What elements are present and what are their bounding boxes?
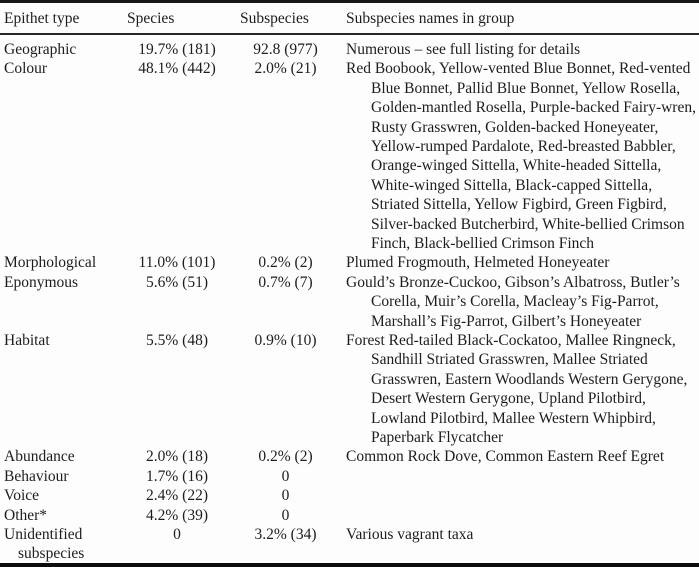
cell-subspecies-value: 3.2% (34) (254, 526, 317, 544)
table-row (0, 506, 699, 525)
cell-species-value: 2.4% (22) (146, 487, 208, 505)
cell-subspecies-value: 0.2% (2) (258, 448, 313, 466)
column-header-species: Species (127, 9, 175, 27)
column-header-subspecies-names: Subspecies names in group (346, 9, 515, 27)
table-row (0, 273, 699, 331)
cell-species-value: 1.7% (16) (146, 467, 208, 485)
column-header-epithet-type: Epithet type (4, 9, 80, 27)
cell-epithet-type: Abundance (4, 448, 75, 466)
cell-epithet-type: Habitat (4, 332, 50, 349)
cell-epithet-type: Colour (4, 60, 48, 78)
table-body (0, 35, 699, 564)
cell-subspecies-value: 0.2% (2) (258, 254, 313, 272)
cell-subspecies-names: Gould’s Bronze-Cuckoo, Gibson’s Albatross, Butler’s Corella, Muir’s Corella, Macleay’s Fig-Parrot, Marshall’s Fig-Parrot, Gilbert’s Honeyeater (346, 273, 680, 330)
cell-subspecies-value: 0 (281, 506, 290, 524)
cell-epithet-type: Geographic (4, 40, 77, 58)
cell-subspecies-value: 0 (281, 487, 290, 505)
table-header-row (0, 3, 699, 33)
cell-species-value: 0 (173, 526, 181, 544)
cell-epithet-type: Morphological (4, 254, 97, 272)
cell-species-value: 5.6% (51) (146, 273, 208, 291)
cell-subspecies-names: Forest Red-tailed Black-Cockatoo, Mallee Ringneck, Sandhill Striated Grasswren, Mallee Striated Grasswren, Eastern Woodlands Western Gerygone, Desert Western Gerygone, Upland Pilotbird, Lowland Pilotbird, Mallee Western Whipbird, Paperbark Flycatcher (346, 332, 688, 447)
cell-epithet-type: Behaviour (4, 467, 69, 485)
cell-epithet-type: Voice (4, 487, 40, 505)
table-row (0, 253, 699, 272)
table-row (0, 486, 699, 505)
cell-epithet-type: Unidentified subspecies (4, 526, 85, 563)
table-row (0, 525, 699, 564)
cell-subspecies-value: 0.7% (7) (258, 273, 313, 291)
column-header-subspecies: Subspecies (240, 9, 309, 27)
table-row (0, 331, 699, 447)
cell-subspecies-value: 92.8 (977) (253, 40, 318, 58)
table-row (0, 467, 699, 486)
cell-species-value: 19.7% (181) (138, 40, 216, 58)
cell-species-value: 48.1% (442) (138, 60, 216, 78)
cell-species-value: 11.0% (101) (138, 254, 216, 272)
cell-subspecies-names: Common Rock Dove, Common Eastern Reef Egret (346, 448, 665, 466)
cell-epithet-type: Eponymous (4, 273, 79, 291)
cell-species-value: 2.0% (18) (146, 448, 208, 466)
cell-subspecies-value: 0 (281, 467, 290, 485)
cell-subspecies-value: 2.0% (21) (254, 60, 317, 78)
cell-species-value: 5.5% (48) (146, 332, 208, 349)
table-bottom-rule (0, 563, 699, 567)
table-row (0, 59, 699, 253)
cell-species-value: 4.2% (39) (146, 506, 208, 524)
cell-subspecies-names: Red Boobook, Yellow-vented Blue Bonnet, Red-vented Blue Bonnet, Pallid Blue Bonnet, Yellow Rosella, Golden-mantled Rosella, Purple-backed Fairy-wren, Rusty Grasswren, Golden-backed Honeyeater, Yellow-rumped Pardalote, Red-breasted Babbler, Orange-winged Sittella, White-headed Sittella, White-winged Sittella, Black-capped Sittella, Striated Sittella, Yellow Figbird, Green Figbird, Silver-backed Butcherbird, White-bellied Crimson Finch, Black-bellied Crimson Finch (346, 60, 696, 252)
cell-subspecies-value: 0.9% (10) (254, 332, 317, 349)
cell-subspecies-names: Numerous – see full listing for details (346, 40, 581, 58)
cell-subspecies-names: Plumed Frogmouth, Helmeted Honeyeater (346, 254, 610, 272)
table-row (0, 40, 699, 59)
cell-subspecies-names: Various vagrant taxa (346, 526, 474, 544)
cell-epithet-type: Other* (4, 506, 48, 524)
table-row (0, 447, 699, 466)
